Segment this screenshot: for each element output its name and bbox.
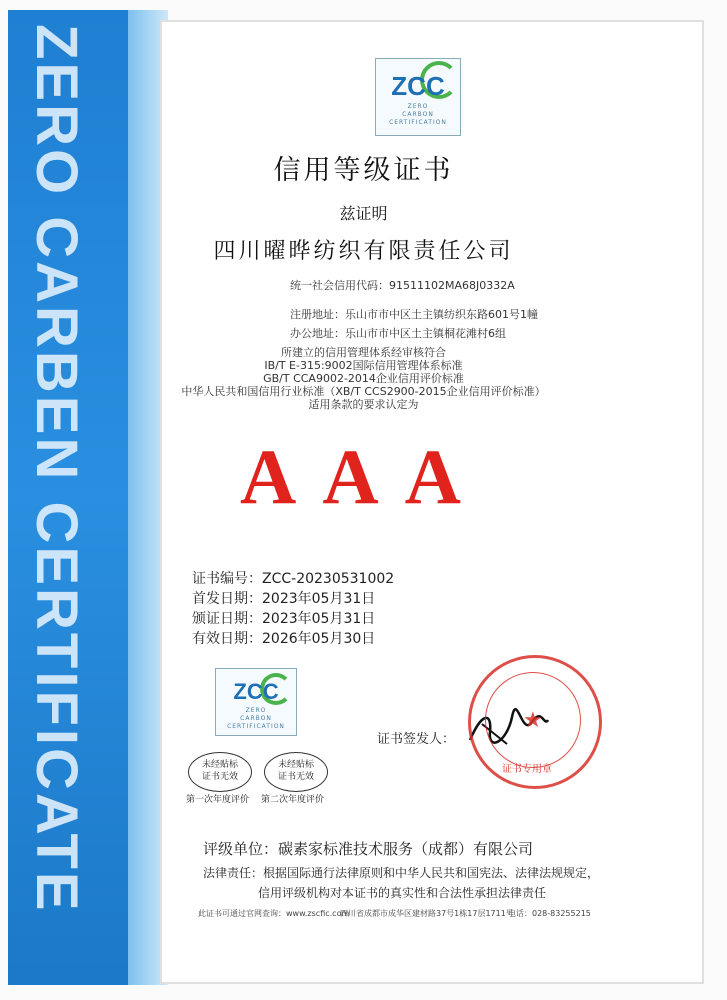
credit-code: 统一社会信用代码：91511102MA68J0332A — [290, 279, 515, 292]
company-name: 四川曜晔纺织有限责任公司 — [213, 239, 514, 264]
signer-label: 证书签发人： — [377, 732, 456, 747]
info-value: 2026年05月30日 — [262, 631, 376, 647]
legal-statement: 法律责任：根据国际通行法律原则和中华人民共和国宪法、法律法规规定， — [203, 866, 600, 880]
seal-label: 证书专用章 — [502, 764, 552, 775]
stamp-text: 证书无效 — [277, 772, 314, 782]
stamp-text: 证书无效 — [201, 772, 238, 782]
registered-address: 注册地址：乐山市市中区土主镇纺织东路601号1幢 — [290, 308, 538, 321]
logo-sub-certification: CERTIFICATION — [227, 723, 285, 730]
standard-line: IB/T E-315:9002国际信用管理体系标准 — [264, 359, 463, 372]
zcc-logo-bottom — [215, 668, 297, 736]
footer-query: 此证书可通过官网查询：www.zscfic.com — [198, 909, 350, 918]
logo-sub-zero: ZERO — [407, 103, 429, 110]
standard-line: GB/T CCA9002-2014企业信用评价标准 — [263, 372, 464, 385]
issuer: 评级单位：碳素家标准技术服务（成都）有限公司 — [203, 840, 534, 858]
stamp-text: 未经贴标 — [277, 760, 314, 770]
seal-star-icon: ★ — [523, 708, 543, 733]
side-banner-text: ZERO CARBEN CERTIFICATE — [24, 24, 89, 914]
first-issue-row — [192, 588, 375, 608]
standard-line: 适用条款的要求认定为 — [308, 398, 419, 411]
credit-grade: AAA — [240, 433, 487, 520]
info-value: ZCC-20230531002 — [262, 571, 395, 587]
footer-phone: 电话：028-83255215 — [508, 909, 591, 918]
cert-number-row — [192, 568, 394, 588]
info-label: 颁证日期： — [192, 611, 262, 627]
annual-stamp-caption: 第二次年度评价 — [261, 795, 325, 805]
standard-line: 所建立的信用管理体系经审核符合 — [281, 346, 446, 359]
stamp-text: 未经贴标 — [201, 760, 238, 770]
info-label: 证书编号： — [192, 571, 262, 587]
standard-line: 中华人民共和国信用行业标准（XB/T CCS2900-2015企业信用评价标准） — [181, 385, 546, 398]
logo-sub-certification: CERTIFICATION — [389, 119, 447, 126]
annual-stamp-placeholder — [264, 752, 328, 792]
certify-subtitle: 兹证明 — [339, 204, 388, 223]
logo-sub-carbon: CARBON — [402, 111, 434, 118]
valid-date-row — [192, 628, 375, 648]
office-address: 办公地址：乐山市市中区土主镇桐花滩村6组 — [290, 327, 506, 340]
info-label: 有效日期： — [192, 631, 262, 647]
info-value: 2023年05月31日 — [262, 611, 376, 627]
annual-stamp-caption: 第一次年度评价 — [186, 795, 250, 805]
certificate-title: 信用等级证书 — [273, 155, 454, 186]
footer-address: 四川省成都市成华区建材路37号1栋17层1711号 — [340, 909, 514, 918]
logo-sub-zero: ZERO — [245, 707, 267, 714]
info-value: 2023年05月31日 — [262, 591, 376, 607]
info-label: 首发日期： — [192, 591, 262, 607]
logo-word: ZCC — [391, 71, 445, 101]
issue-date-row — [192, 608, 375, 628]
legal-statement-2: 信用评级机构对本证书的真实性和合法性承担法律责任 — [258, 886, 547, 900]
zcc-logo-top — [375, 58, 461, 136]
logo-word: ZCC — [233, 679, 279, 704]
annual-stamp-placeholder — [188, 752, 252, 792]
logo-sub-carbon: CARBON — [240, 715, 272, 722]
